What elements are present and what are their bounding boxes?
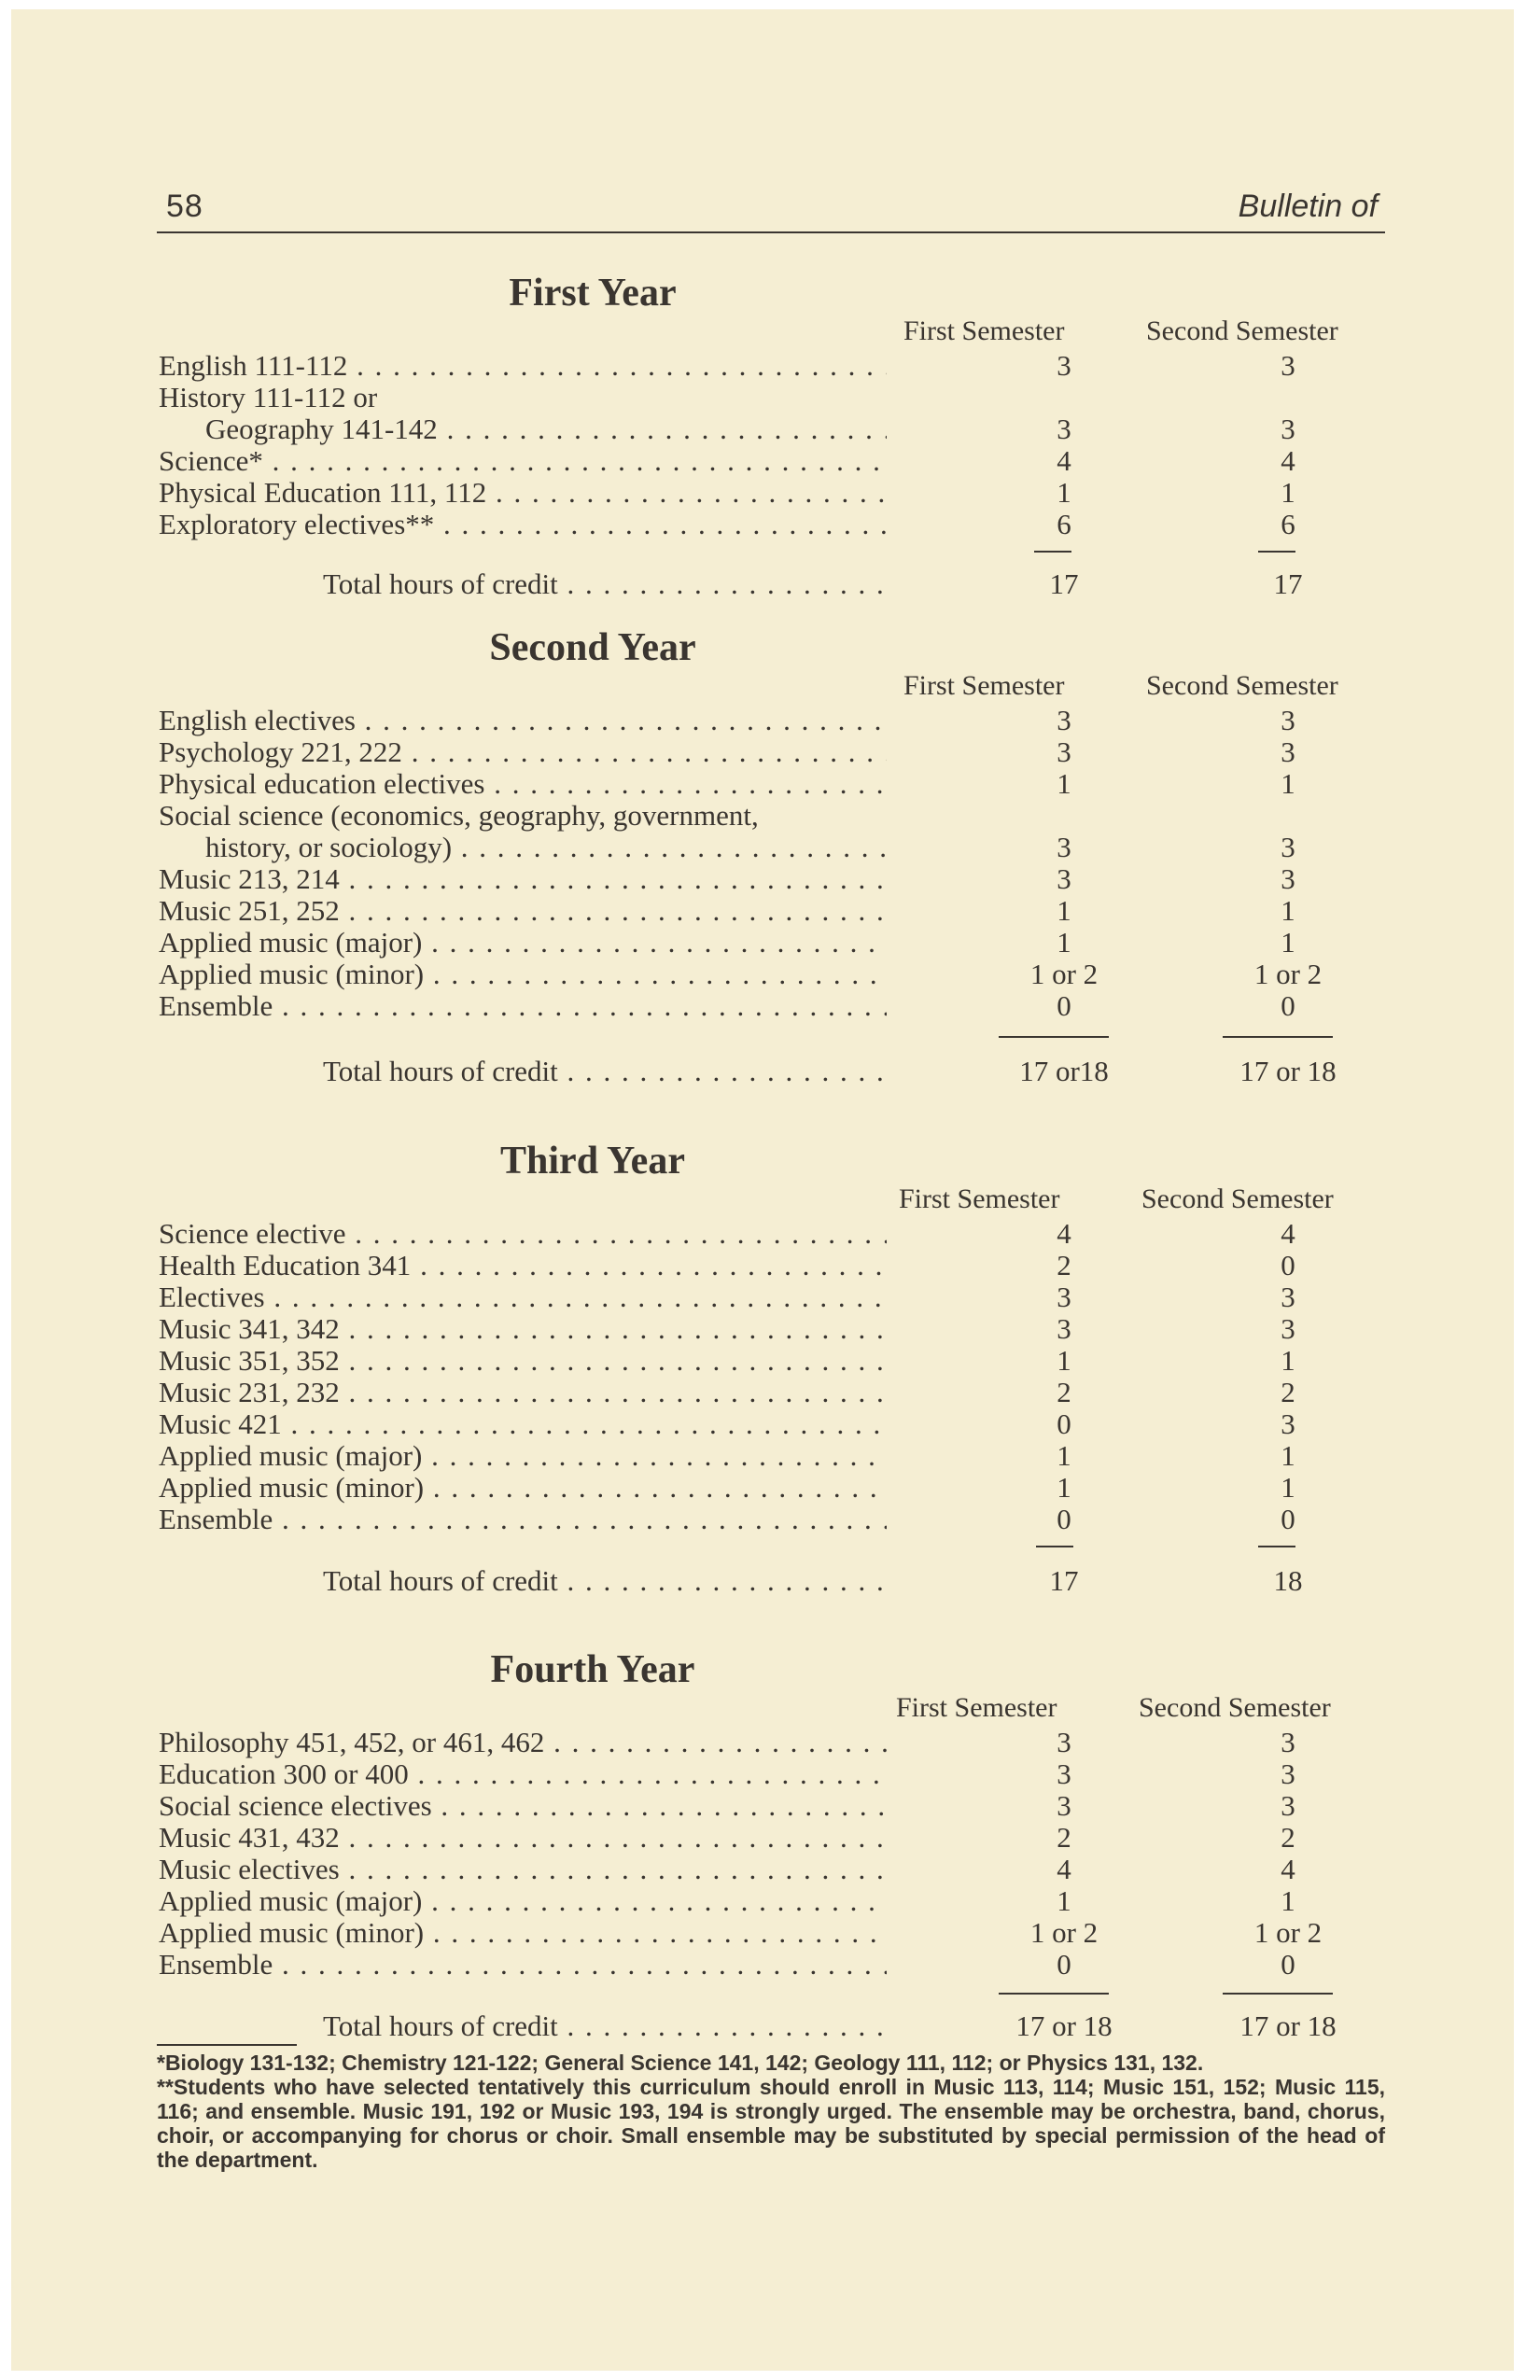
- second-semester-hours: 3: [1281, 1757, 1295, 1790]
- course-row: [159, 476, 1400, 508]
- total-row: [159, 567, 1400, 599]
- course-row: [159, 1726, 1400, 1757]
- course-row: [159, 862, 1400, 894]
- course-row: [159, 958, 1400, 989]
- total-row: [159, 1055, 1400, 1086]
- course-name: Ensemble . . .: [159, 1503, 887, 1536]
- course-name: Music 251, 252 . . .: [159, 894, 887, 928]
- course-row: [159, 1439, 1400, 1471]
- first-semester-hours: 3: [1057, 704, 1071, 736]
- course-row: [159, 1916, 1400, 1948]
- course-name: History 111-112 or: [159, 381, 378, 413]
- total-label: Total hours of credit . . .: [323, 1564, 887, 1598]
- first-semester-hours: 1: [1057, 1884, 1071, 1917]
- sum-rule: [1036, 1546, 1073, 1547]
- course-name: Psychology 221, 222 . . .: [159, 735, 887, 769]
- course-row: [159, 1281, 1400, 1312]
- second-semester-hours: 1: [1281, 1884, 1295, 1917]
- course-name: Music 213, 214 . . .: [159, 862, 887, 896]
- first-semester-header: First Semester: [903, 315, 1065, 346]
- first-semester-total: 17 or18: [1019, 1055, 1109, 1087]
- total-label: Total hours of credit . . .: [323, 1055, 887, 1088]
- first-semester-hours: 0: [1057, 1407, 1071, 1440]
- first-semester-hours: 1: [1057, 1471, 1071, 1504]
- course-row: [159, 1503, 1400, 1534]
- second-semester-header: Second Semester: [1139, 1692, 1331, 1723]
- course-row: [159, 799, 1400, 831]
- course-row: [159, 1407, 1400, 1439]
- second-semester-hours: 3: [1281, 1281, 1295, 1313]
- course-row: [159, 381, 1400, 413]
- year-title: First Year: [509, 272, 677, 315]
- course-name: Applied music (minor) . . .: [159, 1916, 887, 1950]
- second-semester-header: Second Semester: [1146, 315, 1338, 346]
- first-semester-hours: 1: [1057, 1344, 1071, 1377]
- course-row: [159, 349, 1400, 381]
- second-semester-hours: 0: [1281, 989, 1295, 1022]
- first-semester-hours: 3: [1057, 1757, 1071, 1790]
- course-row: [159, 1376, 1400, 1407]
- second-semester-header: Second Semester: [1141, 1183, 1334, 1214]
- first-semester-hours: 3: [1057, 413, 1071, 445]
- sum-rule: [1258, 551, 1295, 553]
- first-semester-hours: 0: [1057, 1948, 1071, 1981]
- course-row: [159, 1821, 1400, 1853]
- course-name: Applied music (major) . . .: [159, 926, 887, 959]
- course-row: [159, 1312, 1400, 1344]
- total-label: Total hours of credit . . .: [323, 2009, 887, 2043]
- first-semester-hours: 3: [1057, 349, 1071, 382]
- second-semester-hours: 4: [1281, 1853, 1295, 1885]
- second-semester-hours: 1: [1281, 1344, 1295, 1377]
- first-semester-hours: 1: [1057, 476, 1071, 509]
- course-row: [159, 767, 1400, 799]
- second-semester-total: 17: [1273, 567, 1303, 600]
- course-name: English 111-112 . . .: [159, 349, 887, 383]
- second-semester-hours: 1: [1281, 1439, 1295, 1472]
- second-semester-hours: 1: [1281, 926, 1295, 959]
- course-row: [159, 1853, 1400, 1884]
- course-row: [159, 989, 1400, 1021]
- running-title: Bulletin of: [1238, 189, 1378, 224]
- course-row: [159, 704, 1400, 735]
- first-semester-hours: 1: [1057, 1439, 1071, 1472]
- year-title: Second Year: [489, 626, 696, 669]
- first-semester-header: First Semester: [896, 1692, 1057, 1723]
- second-semester-hours: 0: [1281, 1249, 1295, 1281]
- course-name: Ensemble . . .: [159, 989, 887, 1023]
- course-name: Electives . . .: [159, 1281, 887, 1314]
- first-semester-hours: 2: [1057, 1821, 1071, 1854]
- first-semester-hours: 3: [1057, 1312, 1071, 1345]
- footnote-electives: **Students who have selected tentatively this curriculum should enroll in Music 113, 114; Music 151, 152; Music 115, 116; and ensemble. Music 191, 192 or Music 193, 194 is strongly urged. The ensemble may be orchestra, band, chorus, choir, or accompanying for chorus or choir. Small ensemble may be substituted by special permission of the head of the department.: [157, 2075, 1385, 2172]
- second-semester-hours: 3: [1281, 735, 1295, 768]
- total-label: Total hours of credit . . .: [323, 567, 887, 601]
- first-semester-hours: 3: [1057, 735, 1071, 768]
- total-row: [159, 2009, 1400, 2041]
- first-semester-hours: 6: [1057, 508, 1071, 540]
- second-semester-hours: 4: [1281, 1217, 1295, 1250]
- second-semester-hours: 0: [1281, 1503, 1295, 1535]
- first-semester-total: 17 or 18: [1015, 2009, 1113, 2042]
- course-name: Music 351, 352 . . .: [159, 1344, 887, 1378]
- first-semester-hours: 1: [1057, 894, 1071, 927]
- first-semester-hours: 3: [1057, 831, 1071, 863]
- course-name: Social science electives . . .: [159, 1789, 887, 1823]
- sum-rule: [999, 1993, 1109, 1995]
- second-semester-hours: 4: [1281, 444, 1295, 477]
- course-name: Music 341, 342 . . .: [159, 1312, 887, 1346]
- course-name: Applied music (major) . . .: [159, 1439, 887, 1473]
- sum-rule: [999, 1036, 1109, 1038]
- first-semester-total: 17: [1049, 567, 1079, 600]
- sum-rule: [1223, 1993, 1333, 1995]
- header-rule: [157, 231, 1385, 233]
- course-row: [159, 413, 1400, 444]
- course-row: [159, 735, 1400, 767]
- course-name: history, or sociology) . . .: [159, 831, 887, 864]
- first-semester-header: First Semester: [903, 670, 1065, 701]
- first-semester-hours: 0: [1057, 1503, 1071, 1535]
- second-semester-hours: 2: [1281, 1821, 1295, 1854]
- course-row: [159, 1344, 1400, 1376]
- second-semester-hours: 1: [1281, 894, 1295, 927]
- second-semester-hours: 3: [1281, 1312, 1295, 1345]
- course-row: [159, 1249, 1400, 1281]
- course-row: [159, 831, 1400, 862]
- second-semester-hours: 3: [1281, 862, 1295, 895]
- second-semester-hours: 3: [1281, 704, 1295, 736]
- page-header: [157, 185, 1385, 233]
- year-title: Fourth Year: [490, 1648, 695, 1691]
- second-semester-hours: 1: [1281, 767, 1295, 800]
- course-row: [159, 444, 1400, 476]
- course-name: English electives . . .: [159, 704, 887, 737]
- course-name: Science elective . . .: [159, 1217, 887, 1251]
- second-semester-hours: 3: [1281, 1789, 1295, 1822]
- course-name: Social science (economics, geography, government,: [159, 799, 759, 832]
- course-name: Applied music (minor) . . .: [159, 1471, 887, 1505]
- second-semester-total: 17 or 18: [1239, 1055, 1337, 1087]
- course-name: Music 431, 432 . . .: [159, 1821, 887, 1855]
- course-name: Music 421 . . .: [159, 1407, 887, 1441]
- second-semester-hours: 3: [1281, 349, 1295, 382]
- course-row: [159, 1471, 1400, 1503]
- sum-rule: [1223, 1036, 1333, 1038]
- second-semester-total: 18: [1273, 1564, 1303, 1597]
- course-name: Physical education electives . . .: [159, 767, 887, 801]
- course-name: Geography 141-142 . . .: [159, 413, 887, 446]
- course-name: Science* . . .: [159, 444, 887, 478]
- second-semester-total: 17 or 18: [1239, 2009, 1337, 2042]
- footnote-rule: [157, 2044, 297, 2046]
- second-semester-hours: 1: [1281, 476, 1295, 509]
- course-row: [159, 1217, 1400, 1249]
- course-row: [159, 926, 1400, 958]
- footnote-science: *Biology 131-132; Chemistry 121-122; General Science 141, 142; Geology 111, 112; or Physics 131, 132.: [157, 2051, 1204, 2075]
- course-name: Physical Education 111, 112 . . .: [159, 476, 887, 510]
- first-semester-hours: 2: [1057, 1376, 1071, 1408]
- course-name: Ensemble . . .: [159, 1948, 887, 1981]
- page-number: 58: [166, 189, 203, 224]
- first-semester-hours: 3: [1057, 1281, 1071, 1313]
- course-name: Education 300 or 400 . . .: [159, 1757, 887, 1791]
- course-name: Applied music (major) . . .: [159, 1884, 887, 1918]
- first-semester-hours: 3: [1057, 862, 1071, 895]
- course-row: [159, 1789, 1400, 1821]
- first-semester-hours: 0: [1057, 989, 1071, 1022]
- course-row: [159, 894, 1400, 926]
- second-semester-hours: 3: [1281, 1726, 1295, 1758]
- first-semester-hours: 1 or 2: [1029, 958, 1099, 990]
- second-semester-hours: 1: [1281, 1471, 1295, 1504]
- first-semester-hours: 4: [1057, 1853, 1071, 1885]
- total-row: [159, 1564, 1400, 1596]
- first-semester-hours: 1 or 2: [1029, 1916, 1099, 1949]
- course-name: Philosophy 451, 452, or 461, 462 . . .: [159, 1726, 887, 1759]
- second-semester-hours: 2: [1281, 1376, 1295, 1408]
- second-semester-hours: 1 or 2: [1253, 1916, 1323, 1949]
- first-semester-total: 17: [1049, 1564, 1079, 1597]
- first-semester-hours: 1: [1057, 767, 1071, 800]
- course-row: [159, 1757, 1400, 1789]
- second-semester-hours: 3: [1281, 831, 1295, 863]
- course-name: Music electives . . .: [159, 1853, 887, 1886]
- year-title: Third Year: [500, 1140, 685, 1183]
- first-semester-hours: 4: [1057, 1217, 1071, 1250]
- first-semester-hours: 3: [1057, 1726, 1071, 1758]
- course-name: Exploratory electives** . . .: [159, 508, 887, 541]
- second-semester-hours: 6: [1281, 508, 1295, 540]
- course-row: [159, 508, 1400, 539]
- second-semester-hours: 0: [1281, 1948, 1295, 1981]
- first-semester-hours: 3: [1057, 1789, 1071, 1822]
- first-semester-hours: 1: [1057, 926, 1071, 959]
- course-name: Music 231, 232 . . .: [159, 1376, 887, 1409]
- second-semester-header: Second Semester: [1146, 670, 1338, 701]
- course-row: [159, 1948, 1400, 1980]
- first-semester-hours: 2: [1057, 1249, 1071, 1281]
- second-semester-hours: 1 or 2: [1253, 958, 1323, 990]
- first-semester-header: First Semester: [899, 1183, 1060, 1214]
- first-semester-hours: 4: [1057, 444, 1071, 477]
- second-semester-hours: 3: [1281, 413, 1295, 445]
- sum-rule: [1034, 551, 1071, 553]
- footnotes: [157, 2051, 1385, 2172]
- sum-rule: [1258, 1546, 1295, 1547]
- course-row: [159, 1884, 1400, 1916]
- second-semester-hours: 3: [1281, 1407, 1295, 1440]
- course-name: Health Education 341 . . .: [159, 1249, 887, 1282]
- course-name: Applied music (minor) . . .: [159, 958, 887, 991]
